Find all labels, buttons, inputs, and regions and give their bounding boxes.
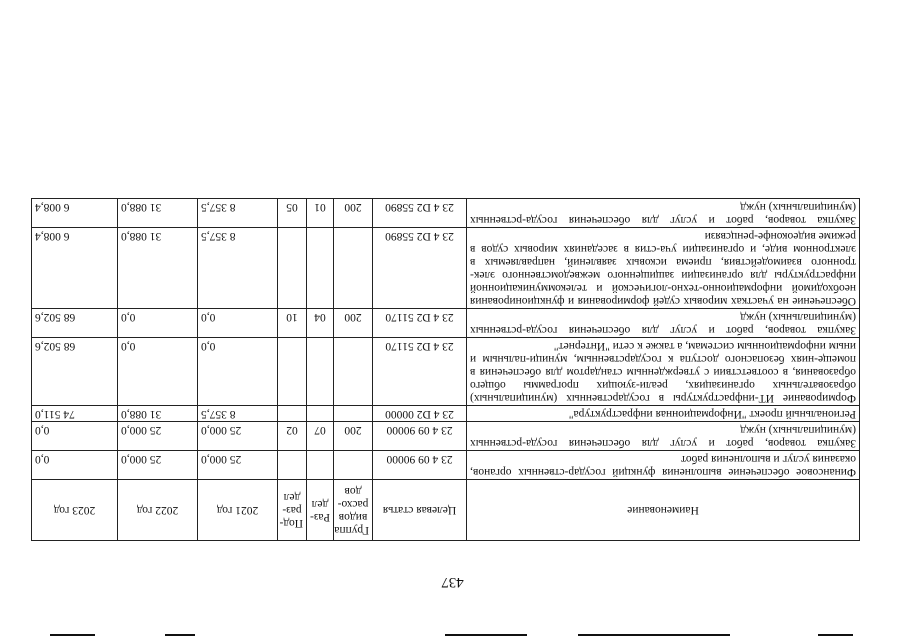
top-rule bbox=[578, 634, 730, 636]
row-2021: 25 000,0 bbox=[198, 451, 278, 480]
row-target: 23 4 D2 00000 bbox=[373, 406, 467, 422]
top-rule bbox=[445, 634, 527, 636]
row-subsection: 02 bbox=[278, 422, 307, 451]
page-number: 437 bbox=[441, 574, 464, 590]
table-row bbox=[32, 451, 860, 480]
col-header-name: Наименование bbox=[467, 480, 860, 541]
row-expense: 200 bbox=[334, 422, 373, 451]
row-target: 23 4 D2 51170 bbox=[373, 309, 467, 338]
col-header-section: Раз-дел bbox=[307, 480, 334, 541]
col-header-expense: Группа видов расхо-дов bbox=[334, 480, 373, 541]
row-expense bbox=[334, 406, 373, 422]
row-subsection bbox=[278, 406, 307, 422]
row-2022: 31 088,0 bbox=[118, 199, 198, 228]
row-expense bbox=[334, 451, 373, 480]
row-name: Закупка товаров, работ и услуг для обеспечения госуда-рственных (муниципальных) нужд bbox=[467, 422, 860, 451]
row-name: Закупка товаров, работ и услуг для обеспечения госуда-рственных (муниципальных) нужд bbox=[467, 309, 860, 338]
table-row bbox=[32, 199, 860, 228]
col-header-2021: 2021 год bbox=[198, 480, 278, 541]
row-name: Обеспечение на участках мировых судей формирования и функционирования необходимой информационно-техно-логической и телекоммуникационной инфраструктуры для организации защищенного межведомственного элек-тронного взаимодействия, приема исковых заявлений, направляемых в электронном виде, и организации уча-стия в заседаниях мировых судов в режиме видеоконфе-ренцсвязи bbox=[467, 228, 860, 309]
row-2023: 68 502,6 bbox=[32, 309, 118, 338]
table-row bbox=[32, 422, 860, 451]
row-name: Формирование ИТ-инфраструктуры в государственных (муниципальных) образовательных организациях, реали-зующих программы общего образования, в соответствии с утвержденным стандартом для обеспечения в помеще-ниях безопасного доступа к государственным, муници-пальным и иным информационным системам, а также к сети "Интернет" bbox=[467, 338, 860, 406]
row-subsection: 10 bbox=[278, 309, 307, 338]
table-row bbox=[32, 309, 860, 338]
row-name: Финансовое обеспечение выполнения функций государ-ственных органов, оказания услуг и выполнения работ bbox=[467, 451, 860, 480]
col-header-target: Целевая статья bbox=[373, 480, 467, 541]
row-section bbox=[307, 228, 334, 309]
row-section bbox=[307, 451, 334, 480]
row-2023: 6 008,4 bbox=[32, 228, 118, 309]
row-2022: 25 000,0 bbox=[118, 422, 198, 451]
row-2022: 31 088,0 bbox=[118, 228, 198, 309]
row-target: 23 4 09 90000 bbox=[373, 451, 467, 480]
row-subsection bbox=[278, 451, 307, 480]
row-2023: 6 008,4 bbox=[32, 199, 118, 228]
row-2023: 0,0 bbox=[32, 422, 118, 451]
row-2022: 31 088,0 bbox=[118, 406, 198, 422]
row-section: 01 bbox=[307, 199, 334, 228]
row-target: 23 4 09 90000 bbox=[373, 422, 467, 451]
row-expense: 200 bbox=[334, 199, 373, 228]
row-expense: 200 bbox=[334, 309, 373, 338]
row-subsection bbox=[278, 228, 307, 309]
row-2022: 25 000,0 bbox=[118, 451, 198, 480]
row-subsection: 05 bbox=[278, 199, 307, 228]
row-section: 04 bbox=[307, 309, 334, 338]
row-2021: 8 357,5 bbox=[198, 228, 278, 309]
row-2022: 0,0 bbox=[118, 338, 198, 406]
row-2021: 0,0 bbox=[198, 338, 278, 406]
row-2021: 8 357,5 bbox=[198, 199, 278, 228]
row-2021: 25 000,0 bbox=[198, 422, 278, 451]
table-row bbox=[32, 406, 860, 422]
table-row bbox=[32, 338, 860, 406]
row-name: Региональный проект "Информационная инфраструктура" bbox=[467, 406, 860, 422]
col-header-2022: 2022 год bbox=[118, 480, 198, 541]
top-rule bbox=[165, 634, 195, 636]
row-2021: 0,0 bbox=[198, 309, 278, 338]
top-rule bbox=[50, 634, 95, 636]
row-section bbox=[307, 406, 334, 422]
row-section bbox=[307, 338, 334, 406]
row-2023: 74 511,0 bbox=[32, 406, 118, 422]
row-target: 23 4 D2 55890 bbox=[373, 228, 467, 309]
row-name: Закупка товаров, работ и услуг для обеспечения госуда-рственных (муниципальных) нужд bbox=[467, 199, 860, 228]
col-header-subsection: Под-раз-дел bbox=[278, 480, 307, 541]
col-header-2023: 2023 год bbox=[32, 480, 118, 541]
row-target: 23 4 D2 51170 bbox=[373, 338, 467, 406]
row-2021: 8 357,5 bbox=[198, 406, 278, 422]
table-header-row bbox=[32, 480, 860, 541]
row-2023: 0,0 bbox=[32, 451, 118, 480]
row-target: 23 4 D2 55890 bbox=[373, 199, 467, 228]
budget-table bbox=[31, 198, 860, 541]
row-section: 07 bbox=[307, 422, 334, 451]
row-expense bbox=[334, 228, 373, 309]
row-subsection bbox=[278, 338, 307, 406]
row-2022: 0,0 bbox=[118, 309, 198, 338]
table-row bbox=[32, 228, 860, 309]
top-rule bbox=[818, 634, 853, 636]
row-2023: 68 502,6 bbox=[32, 338, 118, 406]
row-expense bbox=[334, 338, 373, 406]
